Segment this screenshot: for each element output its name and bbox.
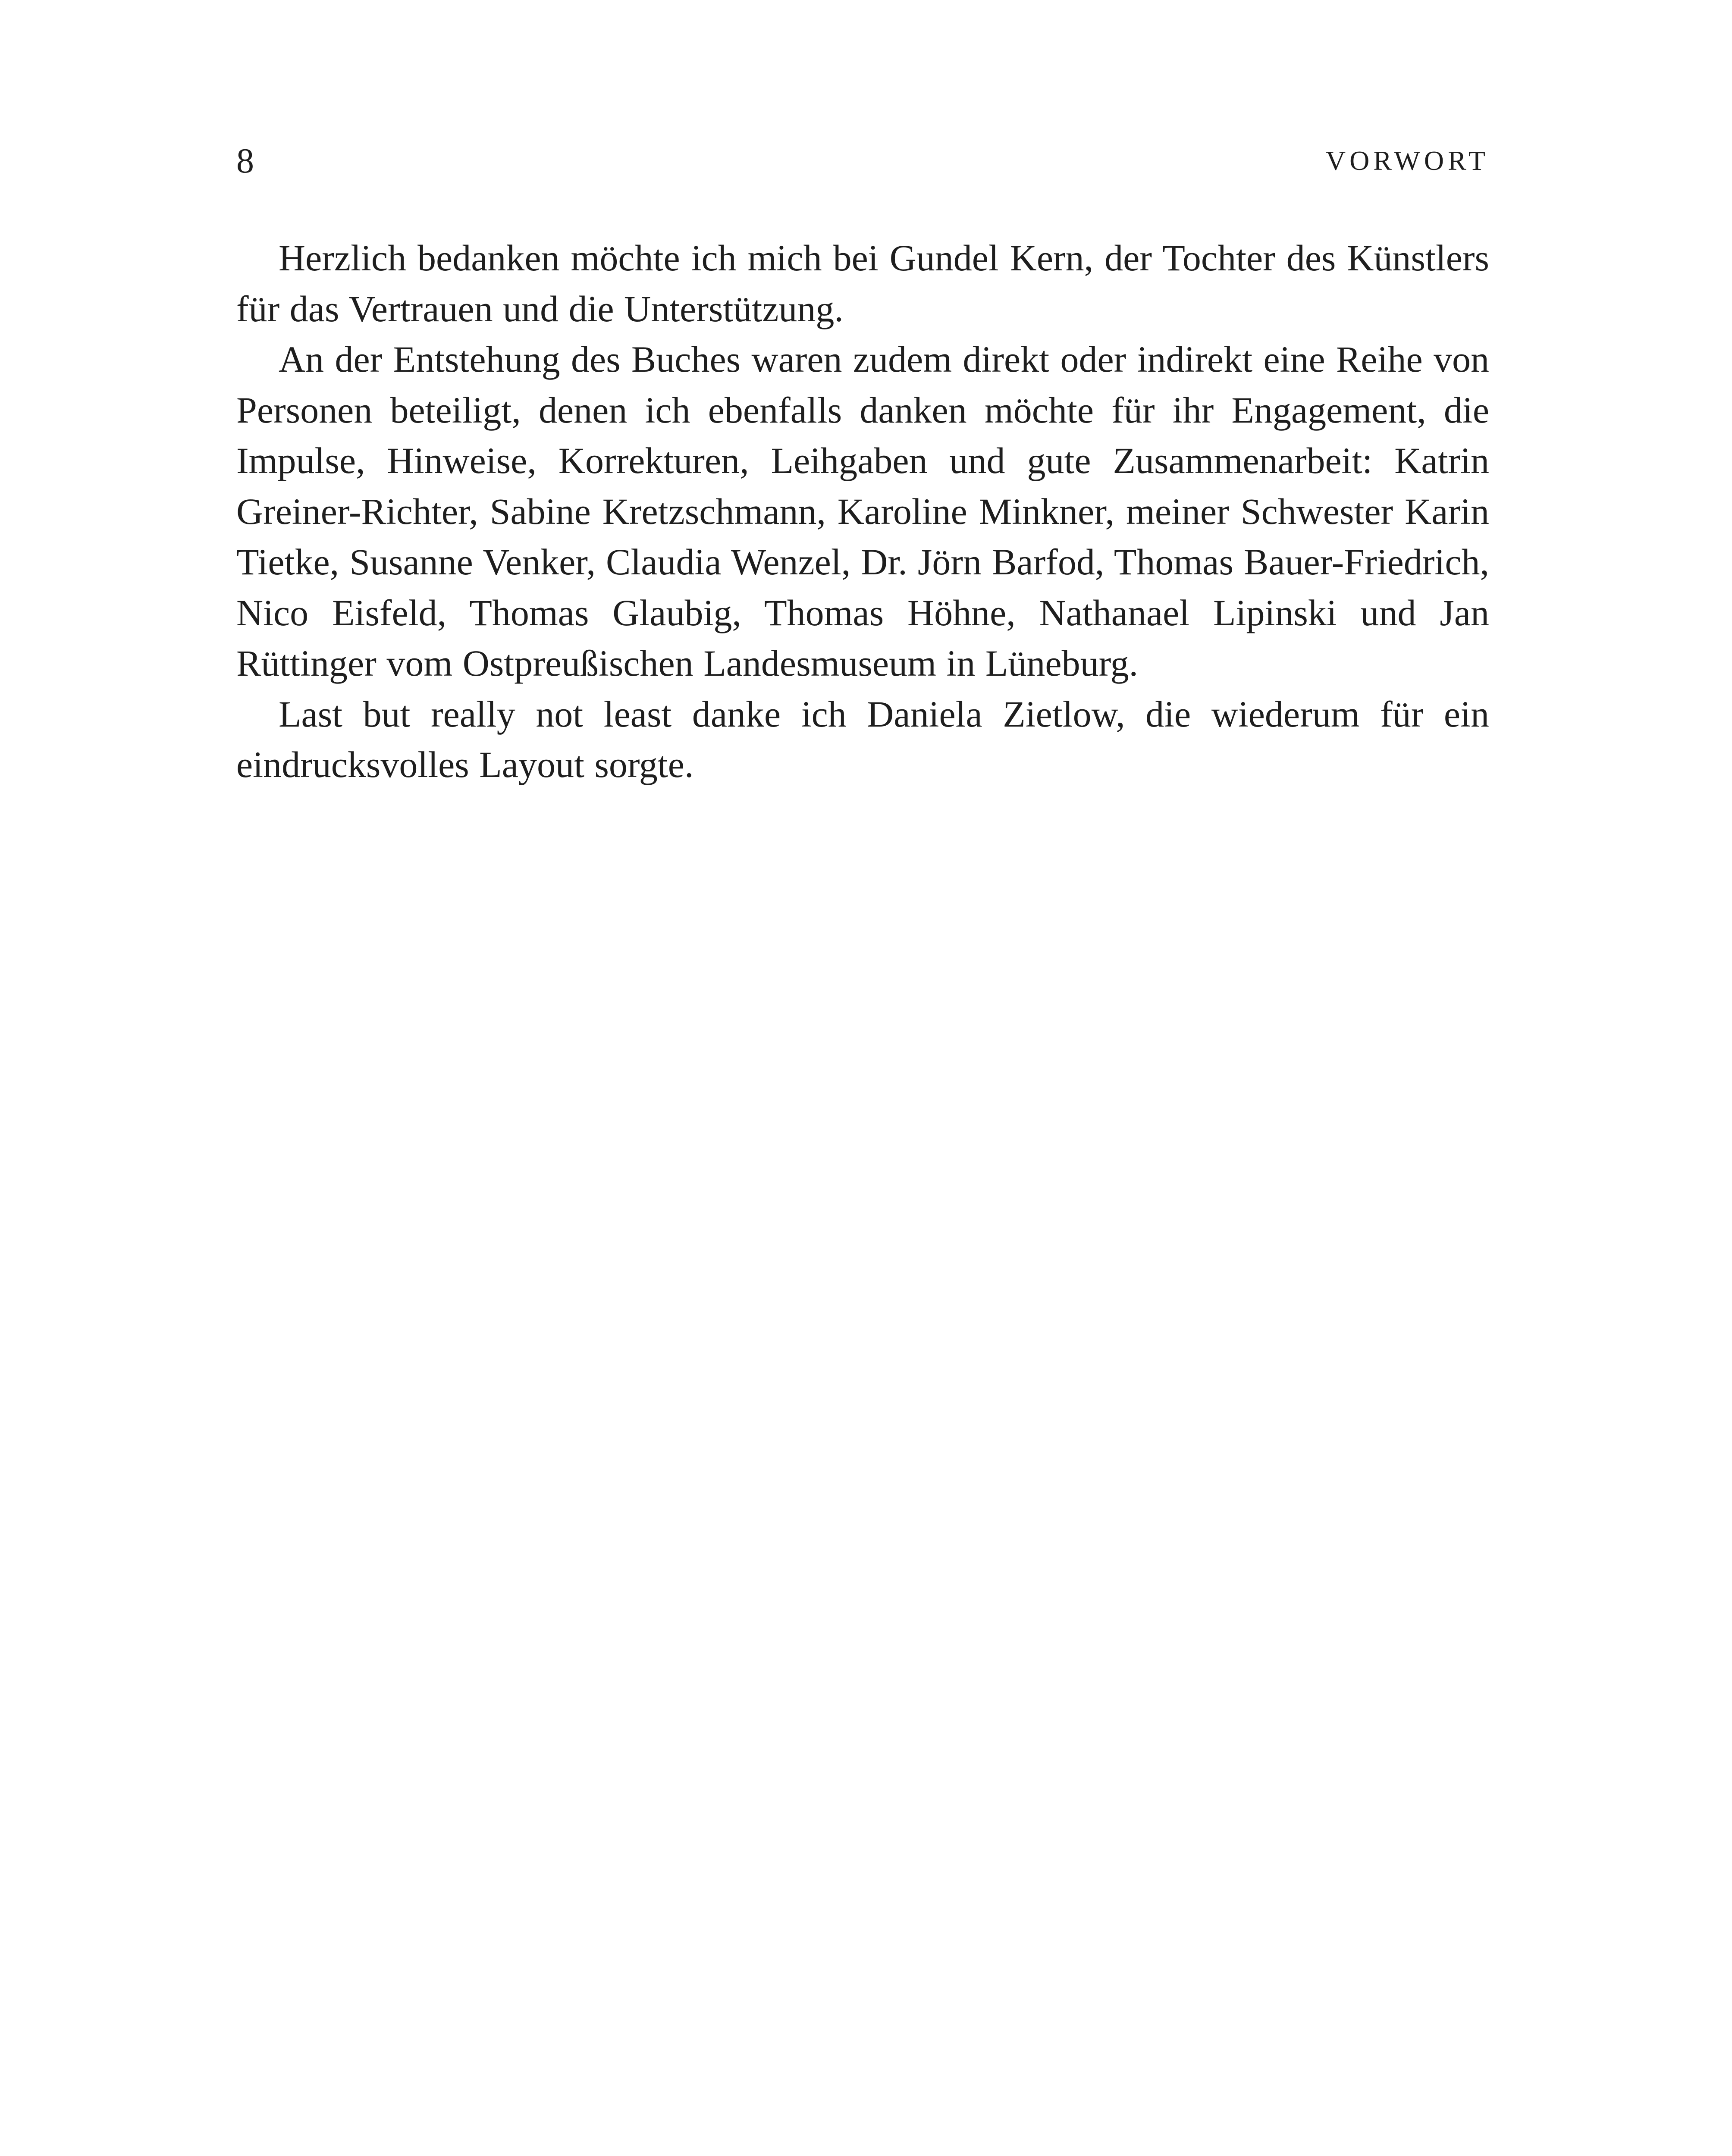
page-number: 8 xyxy=(236,141,254,180)
running-head xyxy=(236,137,1489,185)
paragraph-thanks-family: Herzlich bedanken möchte ich mich bei Gundel Kern, der Tochter des Künstlers für das Vertrauen und die Unterstützung. xyxy=(236,237,1489,329)
section-title: VORWORT xyxy=(1325,145,1489,176)
paragraph-thanks-layout: Last but really not least danke ich Daniela Zietlow, die wiederum für ein eindrucksvolles Layout sorgte. xyxy=(236,693,1489,785)
body-text xyxy=(236,233,1489,790)
paragraph-thanks-contributors: An der Entstehung des Buches waren zudem direkt oder indirekt eine Reihe von Personen beteiligt, denen ich ebenfalls danken möchte für ihr Engagement, die Impulse, Hinweise, Korrekturen, Leihgaben und gute Zusammenarbeit: Katrin Greiner-Richter, Sabine Kretzschmann, Karoline Minkner, meiner Schwester Karin Tietke, Susanne Venker, Claudia Wenzel, Dr. Jörn Barfod, Thomas Bauer-Friedrich, Nico Eisfeld, Thomas Glaubig, Thomas Höhne, Nathanael Lipinski und Jan Rüttinger vom Ostpreußischen Landesmuseum in Lüneburg. xyxy=(236,338,1489,684)
